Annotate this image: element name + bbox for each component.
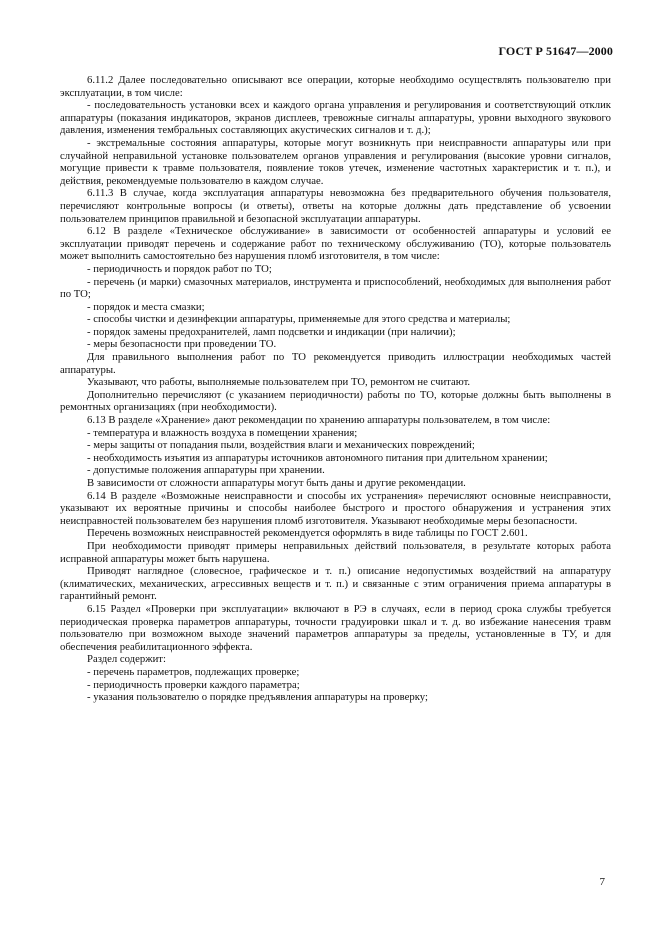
list-item: - температура и влажность воздуха в помещении хранения; xyxy=(87,426,358,439)
paragraph-6-13: 6.13 В разделе «Хранение» дают рекомендации по хранению аппаратуры пользователем, в том числе: xyxy=(87,414,551,427)
paragraph-6-12: 6.12 В разделе «Техническое обслуживание» в зависимости от особенностей аппаратуры и условий ее эксплуатации приводят перечень и содержание работ по техническому обслуживанию (ТО), которые пользователь может выполнить самостоятельно без нарушения пломб изготовителя, в том числе: xyxy=(60,225,611,263)
list-item: - указания пользователю о порядке предъявления аппаратуры на проверку; xyxy=(87,691,428,704)
list-item: - порядок и места смазки; xyxy=(87,300,205,313)
list-item: - периодичность проверки каждого параметра; xyxy=(87,678,300,691)
paragraph: Для правильного выполнения работ по ТО рекомендуется приводить иллюстрации необходимых частей аппаратуры. xyxy=(60,351,611,376)
paragraph: Перечень возможных неисправностей рекомендуется оформлять в виде таблицы по ГОСТ 2.601. xyxy=(87,527,528,540)
list-item: - порядок замены предохранителей, ламп подсветки и индикации (при наличии); xyxy=(87,325,456,338)
paragraph: Дополнительно перечисляют (с указанием периодичности) работы по ТО, которые должны быть выполнены в ремонтных организациях (при необходимости). xyxy=(60,388,611,414)
paragraph-6-14: 6.14 В разделе «Возможные неисправности и способы их устранения» перечисляют основные неисправности, указывают их вероятные причины и способы наиболее быстрого и простого обнаружения и устранения этих неисправностей пользователем без нарушения пломб изготовителя. Указывают необходимые меры безопасности. xyxy=(60,489,611,527)
paragraph-6-11-2: 6.11.2 Далее последовательно описывают все операции, которые необходимо осуществлять пользователю при эксплуатации, в том числе: xyxy=(60,74,611,99)
paragraph: Приводят наглядное (словесное, графическое и т. п.) описание недопустимых воздействий на аппаратуру (климатических, механических, агрессивных веществ и т. п.) и связанные с этим ограничения приема аппаратуры в гарантийный ремонт. xyxy=(60,565,611,603)
page-number: 7 xyxy=(599,876,605,888)
paragraph-6-15: 6.15 Раздел «Проверки при эксплуатации» включают в РЭ в случаях, если в период срока службы требуется периодическая проверка параметров аппаратуры, точности градуировки шкал и т. д. во избежание нанесения травм пользователю при возможном выходе значений параметров аппаратуры за пределы, установленные в ТУ, и для обеспечения реабилитационного эффекта. xyxy=(60,602,611,653)
list-item: - периодичность и порядок работ по ТО; xyxy=(87,262,272,275)
paragraph: Указывают, что работы, выполняемые пользователем при ТО, ремонтом не считают. xyxy=(87,376,471,389)
paragraph: При необходимости приводят примеры неправильных действий пользователя, в результате которых работа исправной аппаратуры может быть нарушена. xyxy=(60,539,611,565)
paragraph: Раздел содержит: xyxy=(87,653,166,666)
list-item: - допустимые положения аппаратуры при хранении. xyxy=(87,464,325,477)
list-item: - меры защиты от попадания пыли, воздействия влаги и механических повреждений; xyxy=(87,439,475,452)
paragraph-6-11-3: 6.11.3 В случае, когда эксплуатация аппаратуры невозможна без предварительного обучения пользователя, перечисляют контрольные вопросы (и ответы), ответы на которые должны дать представление об усвоении пользователем принципов правильной и безопасной эксплуатации аппаратуры. xyxy=(60,187,611,225)
body-text xyxy=(60,74,611,704)
list-item: - последовательность установки всех и каждого органа управления и регулирования и соответствующий отклик аппаратуры (показания индикаторов, экранов дисплеев, тревожные сигналы аппаратуры, уровни выходного звукового давления, изменения тембральных составляющих акустических сигналов и т. д.); xyxy=(60,99,611,137)
list-item: - перечень (и марки) смазочных материалов, инструмента и приспособлений, необходимых для выполнения работ по ТО; xyxy=(60,275,611,301)
list-item: - меры безопасности при проведении ТО. xyxy=(87,338,277,351)
list-item: - способы чистки и дезинфекции аппаратуры, применяемые для этого средства и материалы; xyxy=(87,313,511,326)
list-item: - необходимость изъятия из аппаратуры источников автономного питания при длительном хранении; xyxy=(87,451,548,464)
standard-header: ГОСТ Р 51647—2000 xyxy=(498,44,613,58)
list-item: - перечень параметров, подлежащих проверке; xyxy=(87,665,300,678)
paragraph: В зависимости от сложности аппаратуры могут быть даны и другие рекомендации. xyxy=(87,477,466,489)
list-item: - экстремальные состояния аппаратуры, которые могут возникнуть при неисправности аппаратуры или при случайной неправильной установке пользователем органов управления и регулирования (высокие уровни сигналов, могущие привести к травме пользователя, появление токов утечек, изменение частотных характеристик и т. п.), и действия, рекомендуемые пользователю в каждом случае. xyxy=(60,136,611,187)
